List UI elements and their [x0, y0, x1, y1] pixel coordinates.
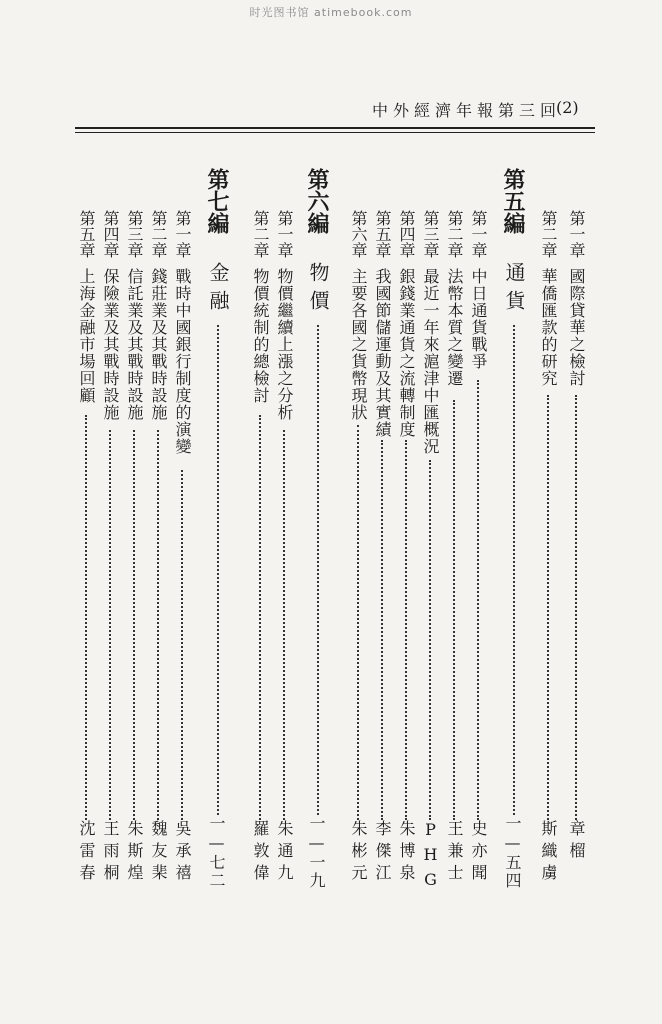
- chapter-label: 第五章: [373, 210, 392, 258]
- chapter-author: 羅敦偉: [251, 820, 270, 886]
- part-page: 一—七二: [207, 815, 226, 890]
- chapter-author: 史亦聞: [469, 820, 488, 886]
- chapter-title: 戰時中國銀行制度的演變: [173, 268, 192, 455]
- chapter-title: 主要各國之貨幣現狀: [349, 268, 368, 421]
- chapter-label: 第二章: [149, 210, 168, 258]
- part-title: 物價: [306, 262, 330, 318]
- chapter-label: 第一章: [275, 210, 294, 258]
- part-label: 第七編: [204, 168, 230, 234]
- part-page: 一—一九: [307, 815, 326, 890]
- dot-leader: [547, 395, 549, 820]
- dot-leader: [109, 430, 111, 820]
- chapter-author: 李傑江: [373, 820, 392, 886]
- dot-leader: [157, 430, 159, 820]
- chapter-title: 華僑匯款的研究: [539, 268, 558, 387]
- chapter-title: 保險業及其戰時設施: [101, 268, 120, 421]
- chapter-label: 第一章: [469, 210, 488, 258]
- dot-leader: [259, 415, 261, 820]
- chapter-label: 第一章: [567, 210, 586, 258]
- page-number: (2): [556, 98, 579, 117]
- chapter-author: 朱通九: [275, 820, 294, 886]
- chapter-author: 王雨桐: [101, 820, 120, 886]
- header-rule-thin: [75, 132, 595, 133]
- dot-leader: [429, 460, 431, 820]
- chapter-title: 物價繼續上漲之分析: [275, 268, 294, 421]
- chapter-title: 法幣本質之變遷: [445, 268, 464, 387]
- running-title: 中外經濟年報第三回: [372, 101, 562, 120]
- chapter-label: 第四章: [101, 210, 120, 258]
- chapter-title: 物價統制的總檢討: [251, 268, 270, 404]
- chapter-label: 第六章: [349, 210, 368, 258]
- chapter-author: 魏友棐: [149, 820, 168, 886]
- chapter-label: 第三章: [125, 210, 144, 258]
- dot-leader: [85, 415, 87, 820]
- chapter-author: 朱彬元: [349, 820, 368, 886]
- chapter-title: 錢莊業及其戰時設施: [149, 268, 168, 421]
- chapter-title: 最近一年來滬津中匯概況: [421, 268, 440, 455]
- chapter-label: 第二章: [445, 210, 464, 258]
- chapter-label: 第四章: [397, 210, 416, 258]
- dot-leader: [283, 430, 285, 820]
- dot-leader: [133, 430, 135, 820]
- dot-leader: [357, 425, 359, 820]
- part-label: 第五編: [500, 168, 526, 234]
- chapter-label: 第三章: [421, 210, 440, 258]
- part-title: 通貨: [502, 262, 526, 318]
- dot-leader: [181, 470, 183, 820]
- header-rule: [75, 127, 595, 129]
- dot-leader: [453, 400, 455, 820]
- dot-leader: [477, 380, 479, 820]
- chapter-title: 信託業及其戰時設施: [125, 268, 144, 421]
- chapter-author: 斯織虜: [539, 820, 558, 886]
- chapter-title: 中日通貨戰爭: [469, 268, 488, 370]
- chapter-label: 第二章: [251, 210, 270, 258]
- chapter-title: 我國節儲運動及其實績: [373, 268, 392, 438]
- dot-leader: [317, 325, 319, 815]
- chapter-label: 第一章: [173, 210, 192, 258]
- chapter-author: 朱博泉: [397, 820, 416, 886]
- chapter-author: 沈雷春: [77, 820, 96, 886]
- dot-leader: [381, 440, 383, 820]
- dot-leader: [405, 440, 407, 820]
- dot-leader: [217, 325, 219, 815]
- chapter-author: 王兼士: [445, 820, 464, 886]
- dot-leader: [575, 395, 577, 820]
- part-page: 一—五四: [503, 815, 522, 890]
- part-label: 第六編: [304, 168, 330, 234]
- watermark: 时光图书馆 atimebook.com: [249, 6, 413, 19]
- dot-leader: [513, 325, 515, 815]
- chapter-label: 第五章: [77, 210, 96, 258]
- chapter-author: PHG: [421, 820, 440, 895]
- chapter-author: 章榴: [567, 820, 586, 864]
- part-title: 金融: [206, 262, 230, 318]
- chapter-title: 國際貸華之檢討: [567, 268, 586, 387]
- chapter-author: 朱斯煌: [125, 820, 144, 886]
- chapter-label: 第二章: [539, 210, 558, 258]
- chapter-author: 吳承禧: [173, 820, 192, 886]
- chapter-title: 上海金融市場回顧: [77, 268, 96, 404]
- chapter-title: 銀錢業通貨之流轉制度: [397, 268, 416, 438]
